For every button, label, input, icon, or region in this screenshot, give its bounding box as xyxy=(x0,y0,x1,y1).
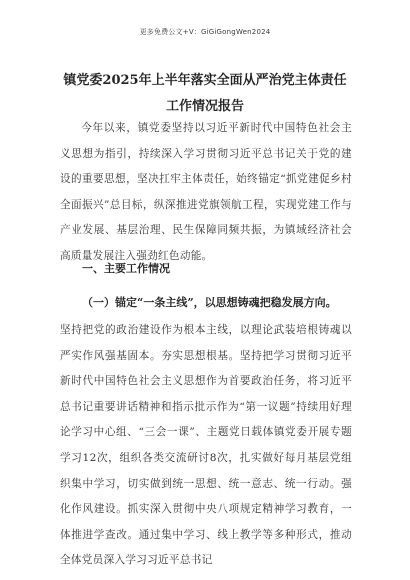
document-title: 镇党委2025年上半年落实全面从严治党主体责任工作情况报告 xyxy=(63,73,347,114)
subsection-heading: （一）锚定“一条主线”，以思想铸魂把稳发展方向。 xyxy=(82,296,337,309)
header-watermark: 更多免费公文+V：GiGiGongWen2024 xyxy=(139,28,271,36)
body-paragraph: 坚持把党的政治建设作为根本主线，以理论武装培根铸魂以严实作风强基固本。夯实思想根基。坚持把学习贯彻习近平新时代中国特色社会主义思想作为首要政治任务，将习近平总书记重要讲话精神和指示批示作为“第一议题”持续用好理论学习中心组、“三会一课”、主题党日载体镇党委开展专题学习12次，组织各类交流研讨8次，扎实做好每月基层党组织集中学习，切实做到统一思想、统一意志、统一行动。强化作风建设。抓实深入贯彻中央八项规定精神学习教育，一体推进学查改。通过集中学习、线上教学等多种形式，推动全体党员深入学习习近平总书记 xyxy=(60,324,352,567)
section-heading: 一、主要工作情况 xyxy=(82,262,170,275)
intro-paragraph: 今年以来，镇党委坚持以习近平新时代中国特色社会主义思想为指引，持续深入学习贯彻习近平总书记关于党的建设的重要思想，坚决扛牢主体责任，始终锚定“抓党建促乡村全面振兴”总目标，纵深推进党旗领航工程，实现党建工作与产业发展、基层治理、民生保障同频共振，为镇域经济社会高质量发展注入强劲红色动能。 xyxy=(60,122,352,262)
